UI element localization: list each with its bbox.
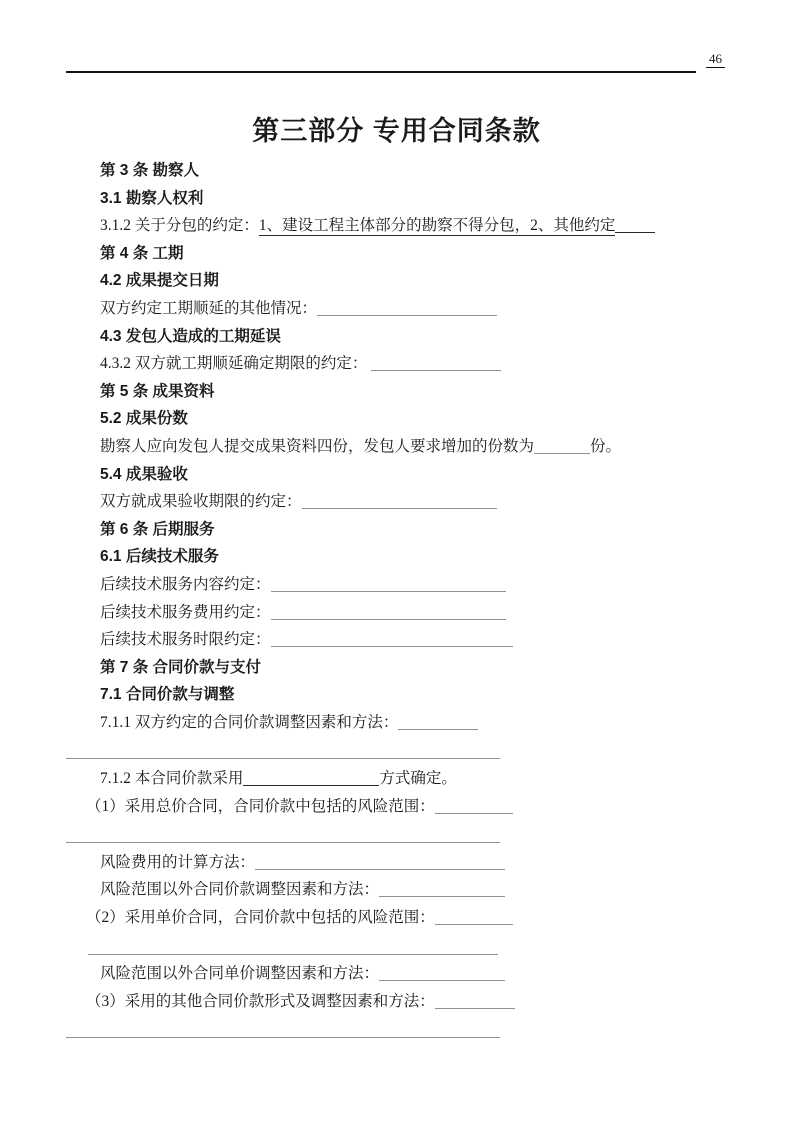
fill-rule-line [66,820,500,843]
blank-field [398,714,478,730]
text-run: 份。 [590,437,622,455]
clause-heading [100,185,738,213]
clause-heading [100,543,738,571]
page-number: 46 [706,51,725,68]
blank-field [243,770,379,786]
fill-rule-line [88,932,498,955]
article-heading [100,157,738,185]
paragraph-line [100,876,738,904]
text-run: 第 7 条 合同价款与支付 [100,658,262,676]
text-run: 6.1 后续技术服务 [100,548,219,566]
blank-field [255,854,505,870]
document-body [0,157,793,1038]
article-heading [100,654,738,682]
paragraph-line [86,793,738,821]
text-run: 风险范围以外合同单价调整因素和方法： [100,965,380,983]
text-run: 风险范围以外合同价款调整因素和方法： [100,881,380,899]
text-run: 勘察人应向发包人提交成果资料四份，发包人要求增加的份数为 [100,437,535,455]
header-rule [66,71,696,73]
text-run: 双方约定工期顺延的其他情况： [100,299,318,317]
paragraph-line [100,295,738,323]
text-run: 5.2 成果份数 [100,410,188,428]
text-run: 5.4 成果验收 [100,465,188,483]
paragraph-line [100,350,738,378]
text-run: 方式确定。 [379,770,457,788]
text-run: （2）采用单价合同，合同价款中包括的风险范围： [86,909,435,927]
blank-field [371,355,501,371]
paragraph-line [100,849,738,877]
text-run: 第 4 条 工期 [100,244,184,262]
paragraph-line [100,433,738,461]
text-run: （1）采用总价合同，合同价款中包括的风险范围： [86,797,435,815]
blank-field [435,993,515,1009]
text-run: 4.3.2 双方就工期顺延确定期限的约定： [100,355,372,373]
text-run: 风险费用的计算方法： [100,853,256,871]
text-run: 3.1 勘察人权利 [100,189,204,207]
blank-field [302,493,497,509]
text-run: 第 6 条 后期服务 [100,520,215,538]
text-run: 后续技术服务时限约定： [100,631,271,649]
text-run: 后续技术服务内容约定： [100,575,271,593]
clause-heading [100,681,738,709]
blank-field [435,798,513,814]
paragraph-line [100,626,738,654]
clause-heading [100,267,738,295]
clause-heading [100,461,738,489]
text-run: 第 5 条 成果资料 [100,382,215,400]
text-run: 双方就成果验收期限的约定： [100,493,302,511]
text-run: 7.1.1 双方约定的合同价款调整因素和方法： [100,713,399,731]
blank-field [534,438,590,454]
blank-field [317,300,497,316]
paragraph-line [100,960,738,988]
text-run: 7.1.2 本合同价款采用 [100,770,244,788]
text-run: 后续技术服务费用约定： [100,603,271,621]
text-run: 第 3 条 勘察人 [100,162,200,179]
clause-heading [100,405,738,433]
blank-field [271,631,513,647]
paragraph-line [86,904,738,932]
article-heading [100,378,738,406]
paragraph-line [100,571,738,599]
paragraph-line [86,988,738,1016]
paragraph-line [100,765,738,793]
fill-rule-line [66,736,500,759]
text-run: 7.1 合同价款与调整 [100,686,235,704]
blank-field [435,909,513,925]
paragraph-line [100,599,738,627]
fill-rule-line [66,1015,500,1038]
clause-heading [100,323,738,351]
article-heading [100,516,738,544]
blank-field [271,576,506,592]
paragraph-line [100,709,738,737]
text-run: 4.3 发包人造成的工期延误 [100,327,281,345]
text-run: 4.2 成果提交日期 [100,272,219,290]
blank-field [379,881,505,897]
paragraph-line [100,488,738,516]
paragraph-line [100,212,738,240]
underlined-text-run: 1、建设工程主体部分的勘察不得分包，2、其他约定 [258,217,616,235]
blank-field [379,965,505,981]
text-run: 3.1.2 关于分包的约定： [100,217,259,235]
text-run: （3）采用的其他合同价款形式及调整因素和方法： [86,992,435,1010]
blank-field [615,217,655,233]
blank-field [271,604,506,620]
document-title: 第三部分 专用合同条款 [252,116,541,146]
article-heading [100,240,738,268]
